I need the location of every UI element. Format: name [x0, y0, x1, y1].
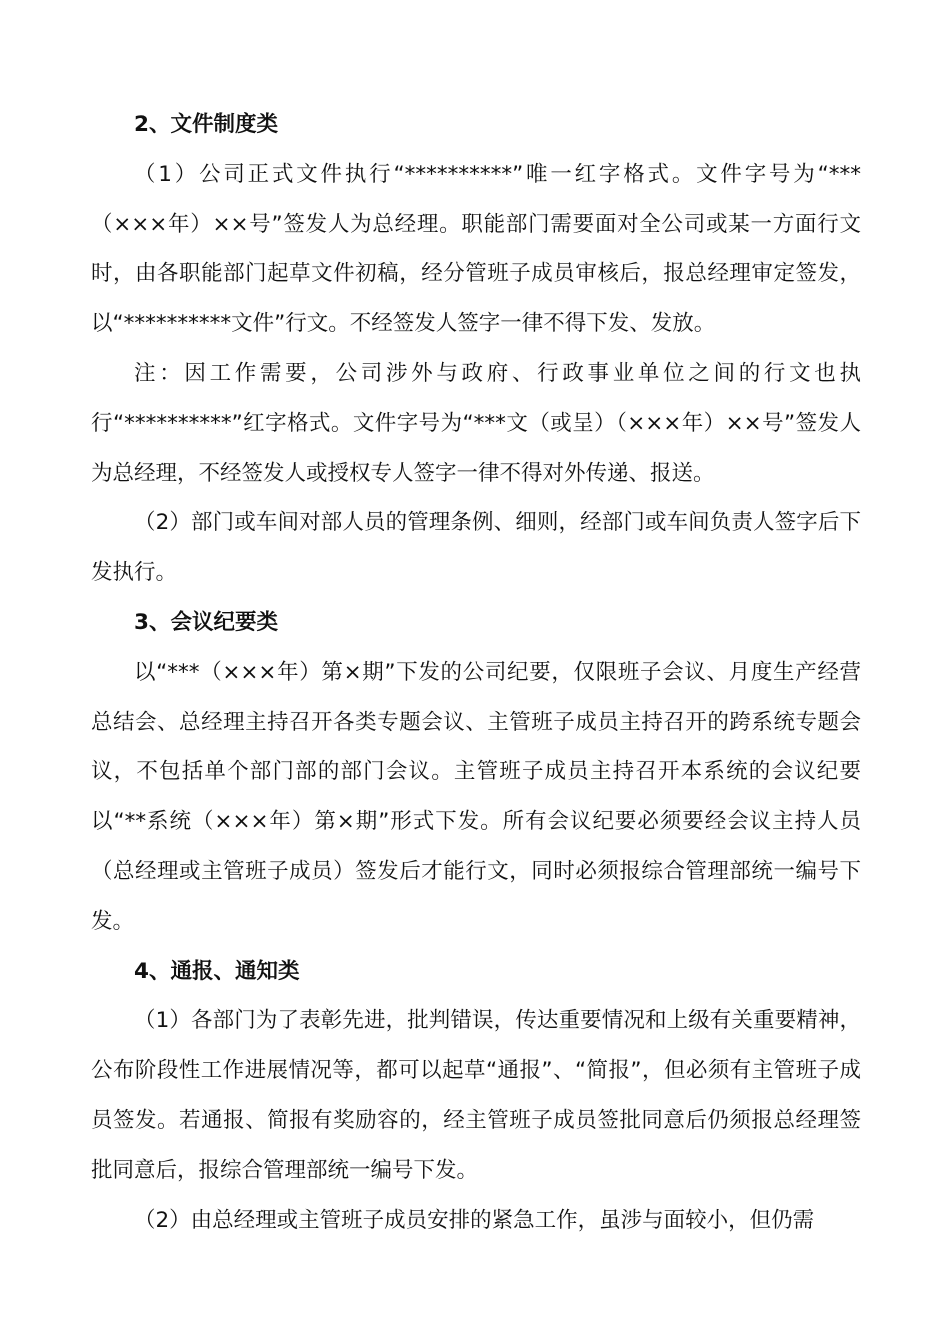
paragraph: （1）公司正式文件执行“**********”唯一红字格式。文件字号为“***（×××年）××号”签发人为总经理。职能部门需要面对全公司或某一方面行文时，由各职能部门起草文件初稿，经分管班子成员审核后，报总经理审定签发，以“**********文件”行文。不经签发人签字一律不得下发、发放。: [91, 161, 861, 337]
note-paragraph: 注：因工作需要，公司涉外与政府、行政事业单位之间的行文也执行“**********”红字格式。文件字号为“***文（或呈）（×××年）××号”签发人为总经理，不经签发人或授权专人签字一律不得对外传递、报送。: [91, 360, 861, 486]
document-body: [91, 100, 861, 1245]
paragraph: 以“***（×××年）第×期”下发的公司纪要，仅限班子会议、月度生产经营总结会、总经理主持召开各类专题会议、主管班子成员主持召开的跨系统专题会议，不包括单个部门部的部门会议。主管班子成员主持召开本系统的会议纪要以“**系统（×××年）第×期”形式下发。所有会议纪要必须要经会议主持人员（总经理或主管班子成员）签发后才能行文，同时必须报综合管理部统一编号下发。: [91, 659, 861, 934]
paragraph: （1）各部门为了表彰先进，批判错误，传达重要情况和上级有关重要精神，公布阶段性工作进展情况等，都可以起草“通报”、“简报”，但必须有主管班子成员签发。若通报、简报有奖励容的，经主管班子成员签批同意后仍须报总经理签批同意后，报综合管理部统一编号下发。: [91, 1008, 861, 1183]
paragraph: （2）由总经理或主管班子成员安排的紧急工作，虽涉与面较小，但仍需: [134, 1207, 815, 1233]
section-heading: 3、会议纪要类: [134, 609, 278, 635]
section-heading: 4、通报、通知类: [134, 958, 300, 984]
paragraph: （2）部门或车间对部人员的管理条例、细则，经部门或车间负责人签字后下发执行。: [91, 510, 861, 586]
section-heading: 2、文件制度类: [134, 112, 278, 137]
